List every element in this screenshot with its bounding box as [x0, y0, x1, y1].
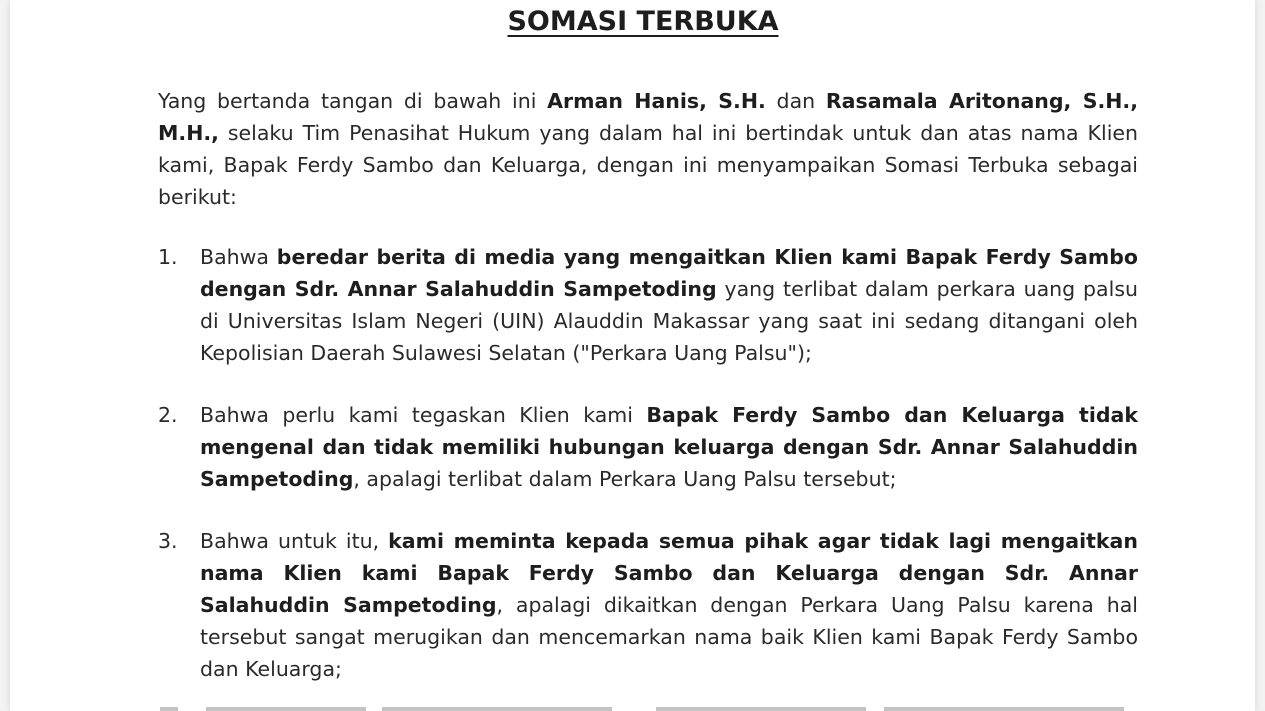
point-bold-text: kami meminta kepada semua pihak agar tidak lagi mengaitkan nama Klien kami Bapak Ferdy Sambo dan Keluarga dengan Sdr. Annar Salahuddin Sampetoding	[200, 529, 1138, 617]
text-fragment	[884, 707, 1124, 711]
list-item	[158, 525, 1138, 685]
point-number: 1.	[158, 245, 178, 269]
list-item	[158, 241, 1138, 369]
point-bold-text: Bapak Ferdy Sambo dan Keluarga tidak mengenal dan tidak memiliki hubungan keluarga dengan Sdr. Annar Salahuddin Sampetoding	[200, 403, 1138, 491]
point-bold-text: beredar berita di media yang mengaitkan Klien kami Bapak Ferdy Sambo dengan Sdr. Annar Salahuddin Sampetoding	[200, 245, 1138, 301]
text-fragment	[160, 707, 178, 711]
intro-name-2: Rasamala Aritonang, S.H., M.H.,	[158, 89, 1138, 145]
document-page	[10, 0, 1255, 711]
point-text: yang terlibat dalam perkara uang palsu di Universitas Islam Negeri (UIN) Alauddin Makassar yang saat ini sedang ditangani oleh Kepolisian Daerah Sulawesi Selatan ("Perkara Uang Palsu");	[200, 277, 1138, 365]
text-fragment	[656, 707, 866, 711]
point-number: 3.	[158, 529, 178, 553]
text-fragment	[382, 707, 612, 711]
list-item	[158, 399, 1138, 495]
point-text: , apalagi terlibat dalam Perkara Uang Palsu tersebut;	[353, 467, 897, 491]
cut-off-next-line	[158, 700, 1138, 711]
point-text: , apalagi dikaitkan dengan Perkara Uang Palsu karena hal tersebut sangat merugikan dan mencemarkan nama baik Klien kami Bapak Ferdy Sambo dan Keluarga;	[200, 593, 1138, 681]
point-text: Bahwa	[200, 245, 277, 269]
intro-text-3: selaku Tim Penasihat Hukum yang dalam hal ini bertindak untuk dan atas nama Klien kami, Bapak Ferdy Sambo dan Keluarga, dengan ini menyampaikan Somasi Terbuka sebagai berikut:	[158, 121, 1138, 209]
point-text: Bahwa perlu kami tegaskan Klien kami	[200, 403, 647, 427]
intro-text-2: dan	[765, 89, 826, 113]
point-number: 2.	[158, 403, 178, 427]
intro-name-1: Arman Hanis, S.H.	[547, 89, 766, 113]
document-title: SOMASI TERBUKA	[507, 6, 779, 37]
point-text: Bahwa untuk itu,	[200, 529, 389, 553]
intro-text-1: Yang bertanda tangan di bawah ini	[158, 89, 548, 113]
text-fragment	[206, 707, 366, 711]
points-list	[158, 241, 1138, 711]
intro-paragraph	[158, 85, 1138, 213]
